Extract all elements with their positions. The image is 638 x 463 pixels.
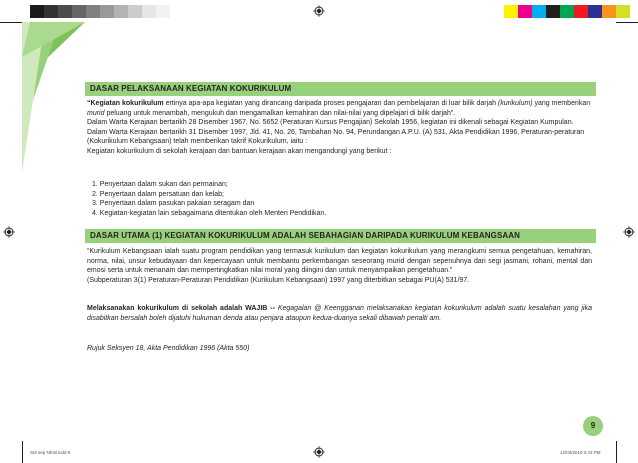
color-swatch [574, 5, 588, 18]
color-swatch [72, 5, 86, 18]
footer-timestamp: 12/03/2019 3:43 PM [560, 450, 601, 455]
section-header-dasar-utama: DASAR UTAMA (1) KEGIATAN KOKURIKULUM ADALAH SEBAHAGIAN DARIPADA KURIKULUM KEBANGSAAN [85, 229, 596, 243]
green-fan-decoration [0, 22, 85, 182]
kokurikulum-list [92, 180, 572, 218]
color-swatch [114, 5, 128, 18]
mandatory-bold-text: Melaksanakan kokurikulum di sekolah adalah WAJIB -- [87, 305, 275, 312]
printer-marks-bar [0, 0, 638, 22]
registration-mark-icon [313, 5, 325, 17]
color-swatch [86, 5, 100, 18]
list-item: 4. Kegiatan-kegiatan lain sebagaimana ditentukan oleh Menteri Pendidikan. [92, 209, 327, 217]
registration-mark-icon [623, 226, 635, 238]
color-swatch [156, 5, 170, 18]
color-swatch [30, 5, 44, 18]
color-swatch [142, 5, 156, 18]
registration-mark-icon [3, 226, 15, 238]
color-swatch [616, 5, 630, 18]
color-swatch [58, 5, 72, 18]
kegiatan-contents-paragraph: Kegiatan kokurikulum di sekolah kerajaan dan bantuan kerajaan akan mengandungi yang berikut : [87, 147, 392, 155]
kokurikulum-definition: “Kegiatan kokurikulum ertinya apa-apa kegiatan yang dirancang daripada proses pengajaran dan pembelajaran di luar bilik darjah (kurikulum) yang memberikan murid peluang untuk menambah, mengukuh dan mengamalkan kemahiran dan nilai-nilai yang dipelajari di bilik darjah”. [87, 100, 591, 117]
color-swatch [546, 5, 560, 18]
section1-body [87, 99, 592, 157]
section-header-dasar-pelaksanaan: DASAR PELAKSANAAN KEGIATAN KOKURIKULUM [85, 82, 596, 96]
grayscale-color-bar [30, 5, 170, 18]
section2-body [87, 247, 592, 285]
warta-1967-paragraph: Dalam Warta Kerajaan bertarikh 28 Disember 1967, No. 5652 (Peraturan Kursus Pengajian) Sekolah 1956, kegiatan ini dikenali sebagai Kegiatan Kumpulan. [87, 119, 574, 127]
color-swatch [100, 5, 114, 18]
registration-mark-icon [313, 446, 325, 458]
kurikulum-kebangsaan-definition: “Kurikulum Kebangsaan ialah suatu program pendidikan yang termasuk kurikulum dan kegiatan kokurikulum yang merangkumi semua pengetahuan, kemahiran, norma, nilai, unsur kebudayaan dan kepercayaan untuk membantu perkembangan seseorang murid dengan sepenuhnya dari segi jasmani, rohani, mental dan emosi serta untuk menanam dan mempertingkatkan nilai moral yang diingini dan untuk menyampaikan pengetahuan.” [87, 248, 592, 275]
color-swatch [504, 5, 518, 18]
mandatory-italic-text: Kegagalan @ Keengganan melaksanakan kegiatan kokurikulum adalah suatu kesalahan yang jika disabitkan bersalah boleh dijatuhi hukuman denda atau penjara ataupun kedua-duanya sekali dibawah penalti am. [87, 305, 592, 322]
crop-mark [22, 441, 23, 463]
color-swatch [560, 5, 574, 18]
color-swatch [128, 5, 142, 18]
list-item: 2. Penyertaan dalam persatuan dan kelab; [92, 190, 224, 198]
process-color-bar [504, 5, 630, 18]
color-swatch [44, 5, 58, 18]
subperaturan-reference: (Subperaturan 3(1) Peraturan-Peraturan Pendidikan (Kurikulum Kebangsaan) 1997 yang diterbitkan sebagai PU(A) 531/97. [87, 276, 470, 284]
color-swatch [588, 5, 602, 18]
list-item: 3. Penyertaan dalam pasukan pakaian seragam dan [92, 200, 255, 208]
act-reference: Rujuk Seksyen 18, Akta Pendidikan 1996 (Akta 550) [87, 345, 250, 352]
color-swatch [532, 5, 546, 18]
color-swatch [518, 5, 532, 18]
list-item: 1. Penyertaan dalam sukan dan permainan; [92, 181, 228, 188]
crop-mark [616, 441, 617, 463]
mandatory-statement [87, 304, 592, 323]
warta-1997-paragraph: Dalam Warta Kerajaan bertarikh 31 Disember 1997, Jld. 41, No. 26, Tambahan No. 94, Perundangan A.P.U. (A) 531, Akta Pendidikan 1996, Peraturan-peraturan (Kokurikulum Kebangsaan) telah memberikan takrif Kokurikulum, iaitu : [87, 128, 585, 146]
color-swatch [602, 5, 616, 18]
footer-filename: SM sep NEW.indd 9 [30, 450, 71, 455]
crop-mark [616, 22, 638, 23]
page-number: 9 [583, 416, 603, 436]
